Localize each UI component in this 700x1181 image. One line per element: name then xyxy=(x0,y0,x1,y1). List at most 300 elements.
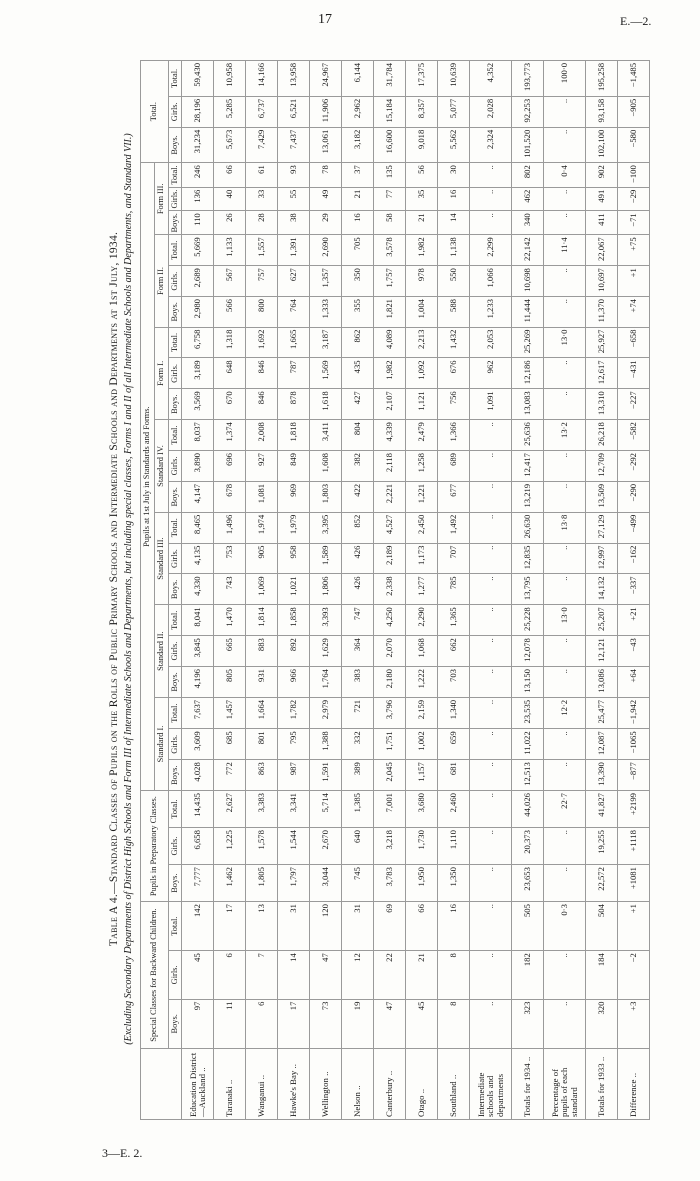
table-cell: .. xyxy=(544,729,586,760)
table-cell: 110 xyxy=(182,211,214,235)
table-cell: 2,045 xyxy=(374,760,406,791)
table-cell: 47 xyxy=(374,999,406,1048)
table-cell: 78 xyxy=(310,163,342,188)
table-cell: 7 xyxy=(246,951,278,999)
row-label: Percentage of pupils of each standard xyxy=(544,1049,586,1120)
table-cell: 21 xyxy=(406,951,438,999)
table-cell: 0·3 xyxy=(544,902,586,951)
table-cell: 3,609 xyxy=(182,729,214,760)
table-cell: 805 xyxy=(214,667,246,698)
table-cell: 31,784 xyxy=(374,61,406,97)
table-cell: 61 xyxy=(246,163,278,188)
table-cell: 6,521 xyxy=(278,96,310,127)
table-cell: 55 xyxy=(278,187,310,211)
table-cell: .. xyxy=(470,999,512,1048)
table-cell: 1,021 xyxy=(278,574,310,605)
table-cell: 5,669 xyxy=(182,235,214,266)
table-cell: 12,121 xyxy=(586,636,618,667)
table-cell: 969 xyxy=(278,481,310,512)
table-cell: 1,569 xyxy=(310,358,342,389)
table-cell: 846 xyxy=(246,389,278,420)
sub-column-header: Boys. xyxy=(168,760,182,791)
table-cell: 195,258 xyxy=(586,61,618,97)
sub-column-header: Total. xyxy=(168,902,182,951)
table-cell: 16 xyxy=(438,187,470,211)
sub-column-header: Total. xyxy=(168,327,182,358)
table-cell: −1,942 xyxy=(618,697,650,728)
table-cell: 17 xyxy=(278,999,310,1048)
sub-column-header: Girls. xyxy=(168,951,182,999)
table-cell: 756 xyxy=(438,389,470,420)
table-cell: 12,997 xyxy=(586,543,618,574)
table-cell: 1,221 xyxy=(406,481,438,512)
table-cell: 958 xyxy=(278,543,310,574)
table-cell: 764 xyxy=(278,297,310,328)
group-header: Form II. xyxy=(154,235,168,327)
table-cell: 1,457 xyxy=(214,697,246,728)
table-cell: 426 xyxy=(342,543,374,574)
table-row xyxy=(406,61,438,1120)
table-cell: 38 xyxy=(278,211,310,235)
table-cell: 21 xyxy=(342,187,374,211)
table-cell: 567 xyxy=(214,266,246,297)
table-cell: 13,390 xyxy=(586,760,618,791)
table-cell: 566 xyxy=(214,297,246,328)
table-cell: 1,091 xyxy=(470,389,512,420)
table-cell: 491 xyxy=(586,187,618,211)
table-cell: .. xyxy=(544,187,586,211)
table-cell: .. xyxy=(544,574,586,605)
table-cell: 1,578 xyxy=(246,828,278,865)
table-cell: 3,189 xyxy=(182,358,214,389)
table-cell: 862 xyxy=(342,327,374,358)
table-cell: 2,159 xyxy=(406,697,438,728)
table-cell: 10,639 xyxy=(438,61,470,97)
table-cell: 13,150 xyxy=(512,667,544,698)
table-cell: 22,067 xyxy=(586,235,618,266)
table-cell: 1,982 xyxy=(374,358,406,389)
table-cell: 193,773 xyxy=(512,61,544,97)
sub-column-header: Girls. xyxy=(168,187,182,211)
table-cell: −337 xyxy=(618,574,650,605)
table-cell: 1,982 xyxy=(406,235,438,266)
table-cell: .. xyxy=(470,729,512,760)
row-label: Southland .. xyxy=(438,1049,470,1120)
table-cell: 5,714 xyxy=(310,791,342,828)
table-cell: 13,509 xyxy=(586,481,618,512)
table-cell: 27,129 xyxy=(586,512,618,543)
table-cell: .. xyxy=(544,127,586,163)
table-cell: 1,121 xyxy=(406,389,438,420)
table-cell: 340 xyxy=(512,211,544,235)
table-cell: 6 xyxy=(246,999,278,1048)
table-cell: .. xyxy=(470,902,512,951)
table-cell: 4,339 xyxy=(374,420,406,451)
table-cell: 13,958 xyxy=(278,61,310,97)
table-cell: 41,827 xyxy=(586,791,618,828)
table-cell: 422 xyxy=(342,481,374,512)
table-cell: .. xyxy=(544,96,586,127)
table-row xyxy=(310,61,342,1120)
row-label: Education District—Auckland .. xyxy=(182,1049,214,1120)
table-cell: 1,629 xyxy=(310,636,342,667)
row-label: Intermediate schools and departments xyxy=(470,1049,512,1120)
table-cell: 25,228 xyxy=(512,605,544,636)
table-cell: 1,806 xyxy=(310,574,342,605)
table-cell: 1,814 xyxy=(246,605,278,636)
table-cell: 142 xyxy=(182,902,214,951)
page-code-header: E.—2. xyxy=(620,14,652,28)
sub-column-header: Boys. xyxy=(168,297,182,328)
table-cell: 13 xyxy=(246,902,278,951)
table-cell: 184 xyxy=(586,951,618,999)
table-cell: 1,544 xyxy=(278,828,310,865)
table-cell: 435 xyxy=(342,358,374,389)
table-cell: 14 xyxy=(438,211,470,235)
table-title: Table A 4.—Standard Classes of Pupils on the Rolls of Public Primary Schools and Intermediate Schools and Departments at 1st July, 1934. xyxy=(108,231,120,947)
table-cell: 1,664 xyxy=(246,697,278,728)
table-cell: 804 xyxy=(342,420,374,451)
table-cell: 426 xyxy=(342,574,374,605)
table-cell: 7,437 xyxy=(278,127,310,163)
table-cell: .. xyxy=(470,605,512,636)
table-cell: 22·7 xyxy=(544,791,586,828)
table-cell: .. xyxy=(544,951,586,999)
table-cell: 66 xyxy=(214,163,246,188)
table-cell: .. xyxy=(544,543,586,574)
table-cell: 31,234 xyxy=(182,127,214,163)
table-row xyxy=(512,61,544,1120)
sub-column-header: Boys. xyxy=(168,481,182,512)
table-cell: 10,697 xyxy=(586,266,618,297)
row-label: Wellington .. xyxy=(310,1049,342,1120)
table-cell: 5,077 xyxy=(438,96,470,127)
table-cell: 389 xyxy=(342,760,374,791)
table-cell: 863 xyxy=(246,760,278,791)
table-cell: 2,670 xyxy=(310,828,342,865)
table-cell: 1,782 xyxy=(278,697,310,728)
table-cell: 659 xyxy=(438,729,470,760)
table-row xyxy=(438,61,470,1120)
table-cell: +74 xyxy=(618,297,650,328)
table-cell: 16 xyxy=(438,902,470,951)
table-cell: 1,391 xyxy=(278,235,310,266)
table-cell: 883 xyxy=(246,636,278,667)
table-cell: 355 xyxy=(342,297,374,328)
table-cell: 1,557 xyxy=(246,235,278,266)
sub-column-header: Girls. xyxy=(168,358,182,389)
table-cell: 37 xyxy=(342,163,374,188)
table-cell: 14,166 xyxy=(246,61,278,97)
table-cell: 6,144 xyxy=(342,61,374,97)
table-cell: .. xyxy=(470,512,512,543)
table-cell: 627 xyxy=(278,266,310,297)
table-cell: 383 xyxy=(342,667,374,698)
table-cell: 745 xyxy=(342,865,374,902)
table-cell: −905 xyxy=(618,96,650,127)
table-cell: 1,858 xyxy=(278,605,310,636)
sub-column-header: Total. xyxy=(168,163,182,188)
table-cell: 4,330 xyxy=(182,574,214,605)
table-cell: .. xyxy=(544,389,586,420)
table-cell: 1,138 xyxy=(438,235,470,266)
table-cell: .. xyxy=(544,266,586,297)
table-cell: 2,299 xyxy=(470,235,512,266)
table-cell: 2,962 xyxy=(342,96,374,127)
table-cell: 721 xyxy=(342,697,374,728)
table-cell: 1,233 xyxy=(470,297,512,328)
table-subtitle: (Excluding Secondary Departments of District High Schools and Form III of Intermediate Schools and Departments, but including special classes, Forms I and II of all Intermediate Schools and Departments, and Standard VII.) xyxy=(123,133,134,1045)
table-cell: 1,608 xyxy=(310,451,342,482)
table-cell: 7,777 xyxy=(182,865,214,902)
page-number: 17 xyxy=(318,12,332,27)
table-cell: 588 xyxy=(438,297,470,328)
table-cell: 11,906 xyxy=(310,96,342,127)
table-cell: 49 xyxy=(310,187,342,211)
table-cell: 17,375 xyxy=(406,61,438,97)
table-cell: 1,432 xyxy=(438,327,470,358)
table-row xyxy=(278,61,310,1120)
table-cell: 1,385 xyxy=(342,791,374,828)
table-cell: .. xyxy=(470,697,512,728)
table-cell: −71 xyxy=(618,211,650,235)
table-cell: 31 xyxy=(342,902,374,951)
table-cell: 902 xyxy=(586,163,618,188)
table-cell: 45 xyxy=(406,999,438,1048)
table-cell: 28 xyxy=(246,211,278,235)
table-cell: 12,087 xyxy=(586,729,618,760)
table-cell: −100 xyxy=(618,163,650,188)
table-cell: .. xyxy=(470,187,512,211)
table-cell: 892 xyxy=(278,636,310,667)
table-cell: 13·8 xyxy=(544,512,586,543)
sub-column-header: Girls. xyxy=(168,451,182,482)
table-cell: 1,366 xyxy=(438,420,470,451)
table-cell: 2,107 xyxy=(374,389,406,420)
table-cell: 753 xyxy=(214,543,246,574)
table-cell: 12 xyxy=(342,951,374,999)
group-header: Special Classes for Backward Children. xyxy=(141,902,169,1049)
table-cell: 8 xyxy=(438,999,470,1048)
table-cell: 10,698 xyxy=(512,266,544,297)
table-cell: 3,393 xyxy=(310,605,342,636)
table-cell: 2,324 xyxy=(470,127,512,163)
table-cell: 3,395 xyxy=(310,512,342,543)
table-cell: .. xyxy=(470,951,512,999)
table-cell: .. xyxy=(544,999,586,1048)
table-cell: 3,680 xyxy=(406,791,438,828)
table-cell: 846 xyxy=(246,358,278,389)
table-cell: 681 xyxy=(438,760,470,791)
rotated-table-block xyxy=(104,54,672,1124)
table-row xyxy=(618,61,650,1120)
table-cell: 3,783 xyxy=(374,865,406,902)
table-cell: 801 xyxy=(246,729,278,760)
table-cell: +1 xyxy=(618,902,650,951)
table-cell: 648 xyxy=(214,358,246,389)
table-cell: 12,078 xyxy=(512,636,544,667)
table-cell: 1,157 xyxy=(406,760,438,791)
group-header: Form I. xyxy=(154,327,168,420)
table-cell: 1,133 xyxy=(214,235,246,266)
table-cell: 7,001 xyxy=(374,791,406,828)
table-cell: 1,470 xyxy=(214,605,246,636)
table-cell: 100·0 xyxy=(544,61,586,97)
table-cell: 785 xyxy=(438,574,470,605)
table-cell: 2,980 xyxy=(182,297,214,328)
table-cell: 4,028 xyxy=(182,760,214,791)
table-cell: 1,258 xyxy=(406,451,438,482)
corner-header-cell xyxy=(141,1049,182,1120)
table-cell: 2,189 xyxy=(374,543,406,574)
table-cell: 2,180 xyxy=(374,667,406,698)
table-cell: 1,797 xyxy=(278,865,310,902)
table-cell: 6,737 xyxy=(246,96,278,127)
table-cell: 92,253 xyxy=(512,96,544,127)
table-cell: .. xyxy=(544,828,586,865)
table-cell: 2,690 xyxy=(310,235,342,266)
table-cell: .. xyxy=(544,481,586,512)
table-cell: 22,142 xyxy=(512,235,544,266)
table-cell: 640 xyxy=(342,828,374,865)
table-cell: 411 xyxy=(586,211,618,235)
table-cell: 1,751 xyxy=(374,729,406,760)
table-cell: 1,618 xyxy=(310,389,342,420)
sub-column-header: Girls. xyxy=(168,543,182,574)
table-cell: 16 xyxy=(342,211,374,235)
table-cell: .. xyxy=(470,163,512,188)
table-cell: 1,496 xyxy=(214,512,246,543)
table-cell: 4,527 xyxy=(374,512,406,543)
table-cell: 13·2 xyxy=(544,420,586,451)
table-cell: 25,477 xyxy=(586,697,618,728)
table-cell: 905 xyxy=(246,543,278,574)
table-cell: .. xyxy=(544,636,586,667)
sub-column-header: Boys. xyxy=(168,127,182,163)
table-cell: 13,061 xyxy=(310,127,342,163)
table-cell: 382 xyxy=(342,451,374,482)
table-cell: 4,089 xyxy=(374,327,406,358)
table-cell: +1118 xyxy=(618,828,650,865)
table-cell: 12,617 xyxy=(586,358,618,389)
table-cell: 800 xyxy=(246,297,278,328)
table-cell: 3,044 xyxy=(310,865,342,902)
table-cell: 7,637 xyxy=(182,697,214,728)
table-cell: .. xyxy=(470,420,512,451)
table-cell: 13,219 xyxy=(512,481,544,512)
table-cell: 2,450 xyxy=(406,512,438,543)
table-cell: 696 xyxy=(214,451,246,482)
table-row xyxy=(374,61,406,1120)
table-cell: 2,008 xyxy=(246,420,278,451)
sub-column-header: Boys. xyxy=(168,865,182,902)
table-cell: 16,600 xyxy=(374,127,406,163)
table-cell: 320 xyxy=(586,999,618,1048)
group-header: Form III. xyxy=(154,163,168,235)
table-cell: 12,186 xyxy=(512,358,544,389)
table-cell: 670 xyxy=(214,389,246,420)
table-cell: 1,002 xyxy=(406,729,438,760)
table-cell: 23,653 xyxy=(512,865,544,902)
table-cell: 3,187 xyxy=(310,327,342,358)
table-cell: 1,066 xyxy=(470,266,512,297)
table-cell: −227 xyxy=(618,389,650,420)
table-cell: 662 xyxy=(438,636,470,667)
table-cell: 4,135 xyxy=(182,543,214,574)
table-cell: 8,041 xyxy=(182,605,214,636)
table-cell: 2,070 xyxy=(374,636,406,667)
table-cell: 25,927 xyxy=(586,327,618,358)
row-label: Wanganui .. xyxy=(246,1049,278,1120)
table-cell: 1,365 xyxy=(438,605,470,636)
table-cell: 13,083 xyxy=(512,389,544,420)
table-cell: 21 xyxy=(406,211,438,235)
table-cell: +64 xyxy=(618,667,650,698)
table-cell: −43 xyxy=(618,636,650,667)
table-cell: 33 xyxy=(246,187,278,211)
table-cell: 1,821 xyxy=(374,297,406,328)
table-cell: 120 xyxy=(310,902,342,951)
table-cell: 1,110 xyxy=(438,828,470,865)
sub-column-header: Total. xyxy=(168,61,182,97)
table-row xyxy=(182,61,214,1120)
table-cell: 35 xyxy=(406,187,438,211)
table-cell: 13,310 xyxy=(586,389,618,420)
table-cell: 69 xyxy=(374,902,406,951)
table-cell: 1,764 xyxy=(310,667,342,698)
table-cell: 1,350 xyxy=(438,865,470,902)
table-cell: 19,255 xyxy=(586,828,618,865)
sub-column-header: Total. xyxy=(168,420,182,451)
table-cell: 25,207 xyxy=(586,605,618,636)
table-cell: 0·4 xyxy=(544,163,586,188)
table-cell: 13,795 xyxy=(512,574,544,605)
table-cell: +3 xyxy=(618,999,650,1048)
table-cell: 3,845 xyxy=(182,636,214,667)
table-cell: 26 xyxy=(214,211,246,235)
table-cell: 1,374 xyxy=(214,420,246,451)
table-cell: 1,225 xyxy=(214,828,246,865)
table-cell: 1,318 xyxy=(214,327,246,358)
table-cell: 93,158 xyxy=(586,96,618,127)
table-cell: .. xyxy=(544,760,586,791)
table-cell: .. xyxy=(470,791,512,828)
table-cell: +21 xyxy=(618,605,650,636)
table-cell: 66 xyxy=(406,902,438,951)
row-label: Hawke's Bay .. xyxy=(278,1049,310,1120)
table-cell: 3,341 xyxy=(278,791,310,828)
table-cell: 1,803 xyxy=(310,481,342,512)
table-cell: .. xyxy=(544,667,586,698)
table-cell: 707 xyxy=(438,543,470,574)
table-cell: 323 xyxy=(512,999,544,1048)
group-header: Total. xyxy=(141,61,169,163)
table-cell: 665 xyxy=(214,636,246,667)
sub-column-header: Girls. xyxy=(168,266,182,297)
table-cell: 77 xyxy=(374,187,406,211)
table-cell: 364 xyxy=(342,636,374,667)
table-cell: 931 xyxy=(246,667,278,698)
table-cell: −292 xyxy=(618,451,650,482)
table-row xyxy=(470,61,512,1120)
table-cell: 11 xyxy=(214,999,246,1048)
table-cell: 3,182 xyxy=(342,127,374,163)
table-cell: −1,485 xyxy=(618,61,650,97)
table-cell: 14,435 xyxy=(182,791,214,828)
table-cell: +1081 xyxy=(618,865,650,902)
table-cell: 705 xyxy=(342,235,374,266)
table-cell: 1,692 xyxy=(246,327,278,358)
